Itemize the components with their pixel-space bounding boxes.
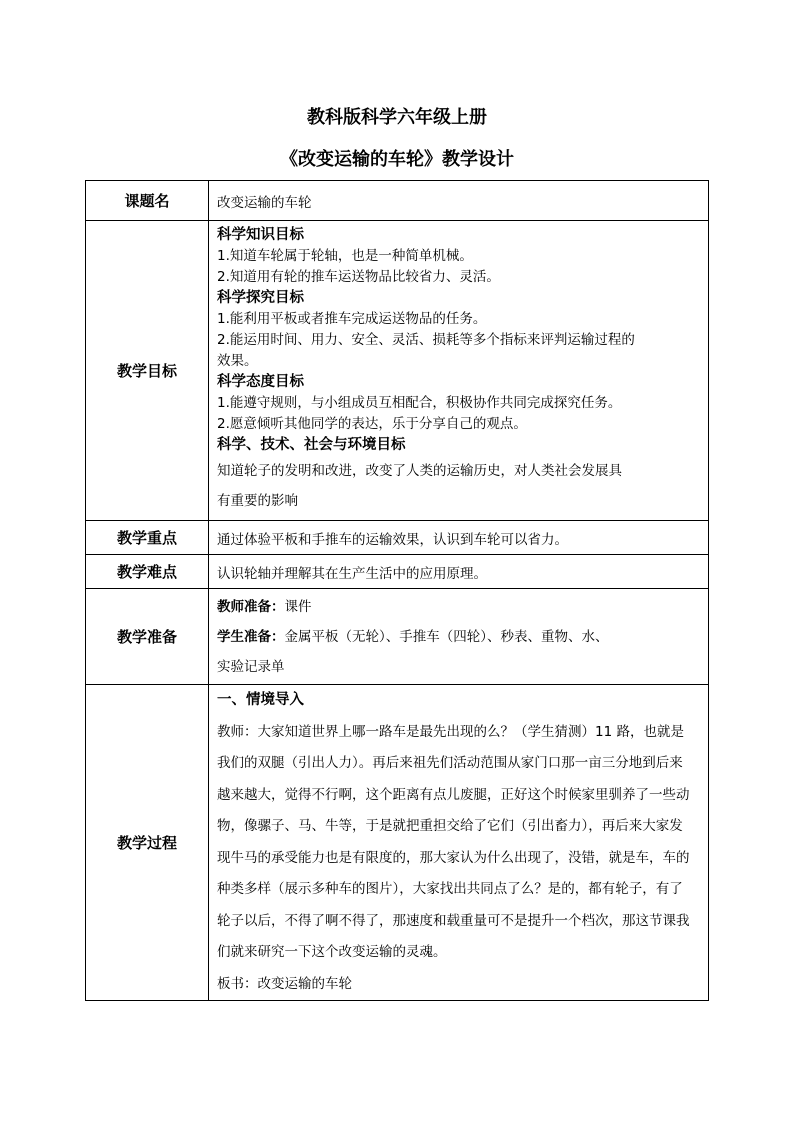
- student-preparation-value-2: 实验记录单: [217, 658, 285, 675]
- key-point-value: 通过体验平板和手推车的运输效果，认识到车轮可以省力。: [209, 521, 709, 555]
- process-label: 教学过程: [86, 685, 209, 1001]
- inquiry-heading: 科学探究目标: [217, 290, 304, 306]
- knowledge-heading: 科学知识目标: [217, 227, 304, 243]
- student-preparation: [217, 622, 700, 652]
- attitude-item-2: 2.愿意倾听其他同学的表达，乐于分享自己的观点。: [217, 416, 527, 432]
- table-row-preparation: [86, 589, 709, 685]
- process-paragraph-line-5: 现牛马的承受能力也是有限度的，那大家认为什么出现了，没错，就是车，车的: [217, 849, 690, 866]
- table-row-process: [86, 685, 709, 1001]
- table-row-difficulty: [86, 555, 709, 589]
- preparation-content: [209, 589, 709, 685]
- process-paragraph-line-3: 越来越大，觉得不行啊，这个距离有点儿废腿，正好这个时候家里驯养了一些动: [217, 786, 690, 803]
- board-writing: 板书：改变运输的车轮: [217, 975, 352, 992]
- table-row-objectives: [86, 221, 709, 521]
- process-paragraph-line-7: 轮子以后，不得了啊不得了，那速度和载重量可不是提升一个档次，那这节课我: [217, 912, 690, 929]
- student-preparation-label: 学生准备：: [217, 628, 285, 645]
- process-content: [209, 685, 709, 1001]
- process-paragraph-line-4: 物，像骡子、马、牛等，于是就把重担交给了它们（引出畜力），再后来大家发: [217, 818, 683, 834]
- attitude-item-1: 1.能遵守规则，与小组成员互相配合，积极协作共同完成探究任务。: [217, 395, 622, 411]
- objectives-label: 教学目标: [86, 221, 209, 521]
- sts-text-line-2: 有重要的影响: [217, 493, 298, 509]
- attitude-heading: 科学态度目标: [217, 374, 304, 390]
- process-paragraph-line-1: 教师：大家知道世界上哪一路车是最先出现的么？（学生猜测）11 路，也就是: [217, 723, 684, 740]
- inquiry-item-2-line-2: 效果。: [217, 353, 258, 369]
- table-row-topic: [86, 181, 709, 221]
- teacher-preparation: [217, 592, 700, 622]
- topic-label: 课题名: [86, 181, 209, 221]
- document-subtitle: 《改变运输的车轮》教学设计: [280, 149, 514, 170]
- key-point-label: 教学重点: [86, 521, 209, 555]
- table-row-key-point: [86, 521, 709, 555]
- student-preparation-value-1: 金属平板（无轮）、手推车（四轮）、秒表、重物、水、: [284, 628, 609, 645]
- process-paragraph-line-2: 我们的双腿（引出人力）。再后来祖先们活动范围从家门口那一亩三分地到后来: [217, 755, 683, 771]
- difficulty-label: 教学难点: [86, 555, 209, 589]
- inquiry-item-1: 1.能利用平板或者推车完成运送物品的任务。: [217, 311, 487, 327]
- inquiry-item-2-line-1: 2.能运用时间、用力、安全、灵活、损耗等多个指标来评判运输过程的: [217, 332, 635, 348]
- process-paragraph-line-6: 种类多样（展示多种车的图片），大家找出共同点了么？是的，都有轮子，有了: [217, 881, 683, 897]
- process-section-heading: 一、情境导入: [217, 692, 304, 708]
- objectives-content: [209, 221, 709, 521]
- process-paragraph-line-8: 们就来研究一下这个改变运输的灵魂。: [217, 944, 447, 960]
- sts-heading: 科学、技术、社会与环境目标: [217, 437, 406, 453]
- difficulty-value: 认识轮轴并理解其在生产生活中的应用原理。: [209, 555, 709, 589]
- preparation-label: 教学准备: [86, 589, 209, 685]
- knowledge-item-1: 1.知道车轮属于轮轴，也是一种简单机械。: [217, 248, 473, 264]
- lesson-plan-table: [85, 180, 709, 1001]
- sts-text-line-1: 知道轮子的发明和改进，改变了人类的运输历史，对人类社会发展具: [217, 463, 622, 479]
- knowledge-item-2: 2.知道用有轮的推车运送物品比较省力、灵活。: [217, 269, 500, 285]
- topic-value: 改变运输的车轮: [209, 181, 709, 221]
- document-title: 教科版科学六年级上册: [307, 107, 487, 128]
- teacher-preparation-label: 教师准备：: [217, 598, 285, 615]
- teacher-preparation-value: 课件: [284, 598, 312, 615]
